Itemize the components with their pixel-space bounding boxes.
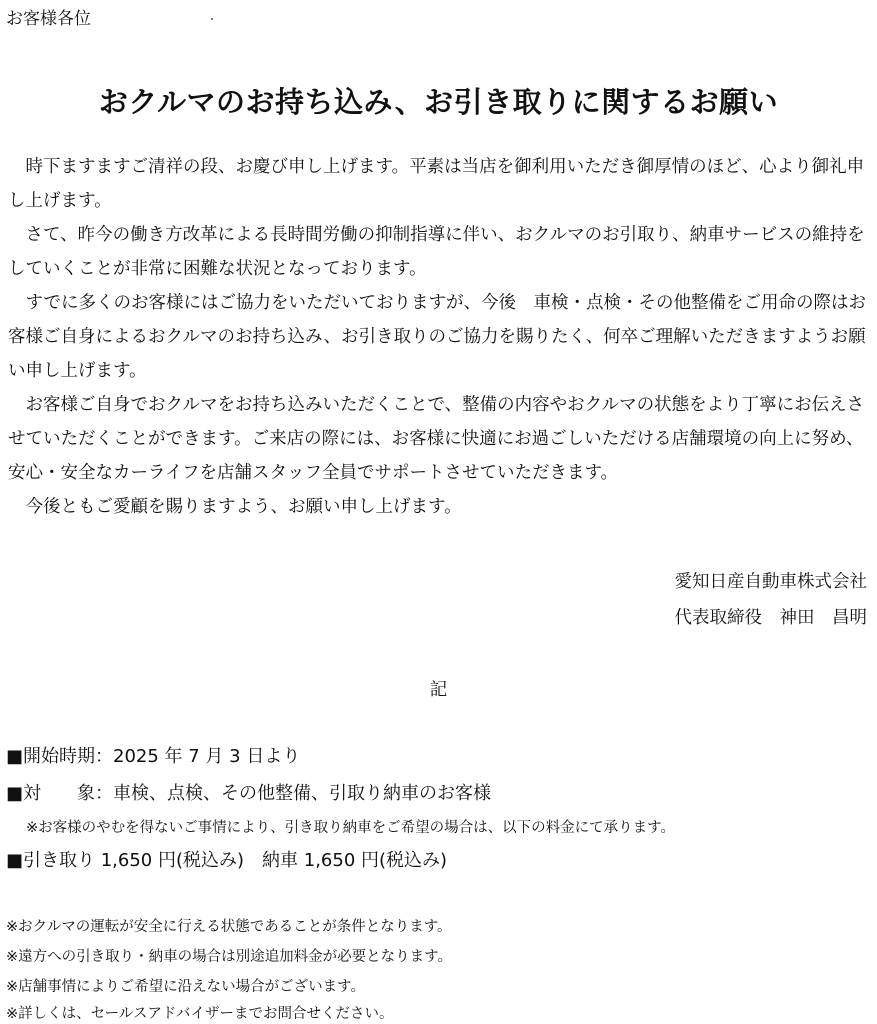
salutation: お客様各位 xyxy=(6,9,91,29)
paragraph-request: すでに多くのお客様にはご協力をいただいておりますが、今後 車検・点検・その他整備をご用命の際はお客様ご自身によるおクルマのお持ち込み、お引き取りのご協力を賜りたく、何卒ご理解いただきますようお願い申し上げます。 xyxy=(8,293,867,381)
signature-company: 愛知日産自動車株式会社 xyxy=(674,572,867,592)
signature-representative: 代表取締役 神田 昌明 xyxy=(674,608,867,628)
note-item: ※店舗事情によりご希望に沿えない場合がございます。 xyxy=(6,979,365,995)
paragraph-benefit: お客様ご自身でおクルマをお持ち込みいただくことで、整備の内容やおクルマの状態をより丁寧にお伝えさせていただくことができます。ご来店の際には、お客様に快適にお過ごしいただける店舗環境の向上に努め、安心・安全なカーライフを店舗スタッフ全員でサポートさせていただきます。 xyxy=(8,395,865,483)
paragraph-background: さて、昨今の働き方改革による長時間労働の抑制指導に伴い、おクルマのお引取り、納車サービスの維持をしていくことが非常に困難な状況となっております。 xyxy=(8,225,865,279)
paragraph-closing: 今後ともご愛顧を賜りますよう、お願い申し上げます。 xyxy=(8,497,462,517)
detail-subnote: ※お客様のやむを得ないご事情により、引き取り納車をご希望の場合は、以下の料金にて承ります。 xyxy=(26,820,675,836)
note-item: ※遠方への引き取り・納車の場合は別途追加料金が必要となります。 xyxy=(6,949,452,965)
note-item: ※詳しくは、セールスアドバイザーまでお問合せください。 xyxy=(6,1006,394,1022)
ki-heading: 記 xyxy=(429,680,448,700)
detail-target: ■対 象：車検、点検、その他整備、引取り納車のお客様 xyxy=(6,783,492,804)
body-paragraphs xyxy=(8,150,868,524)
note-item: ※おクルマの運転が安全に行える状態であることが条件となります。 xyxy=(6,919,452,935)
detail-start-date: ■開始時期：2025 年 7 月 3 日より xyxy=(6,746,301,767)
detail-fee: ■引き取り 1,650 円(税込み) 納車 1,650 円(税込み) xyxy=(6,850,448,871)
scan-speck xyxy=(211,18,213,20)
document-title: おクルマのお持ち込み、お引き取りに関するお願い xyxy=(98,85,779,119)
paragraph-greeting: 時下ますますご清祥の段、お慶び申し上げます。平素は当店を御利用いただき御厚情のほど、心より御礼申し上げます。 xyxy=(8,157,865,211)
